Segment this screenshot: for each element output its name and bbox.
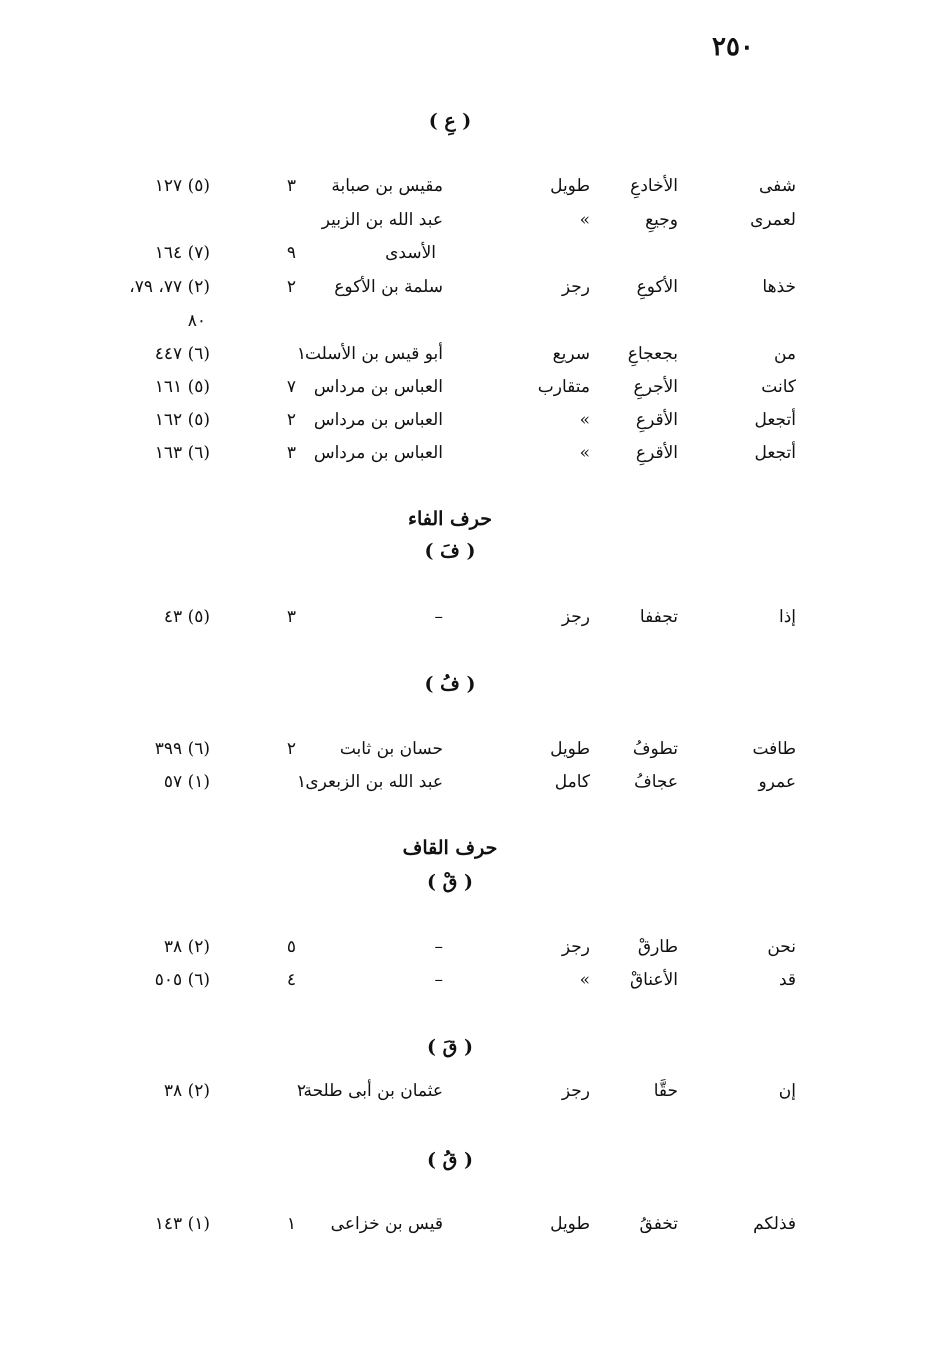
reference: (٦) ٣٩٩ [154, 739, 210, 759]
poet: العباس بن مرداس [313, 410, 443, 430]
page-number: ٢٥٠ [712, 32, 754, 62]
reference: (٢) ٧٧، ٧٩، [129, 277, 210, 297]
reference: (٢) ٣٨ [163, 937, 210, 957]
verse-count: ٤ [286, 970, 296, 990]
poet: قيس بن خزاعى [330, 1214, 443, 1234]
rhyme-word: الأقرعِ [635, 410, 678, 430]
poet: أبو قيس بن الأسلت [304, 344, 443, 364]
section-heading-qaf-damma: ( قُ ) [427, 1149, 473, 1171]
section-heading-faa-fatha: ( فَ ) [424, 540, 476, 562]
poet: – [434, 970, 443, 990]
poet: عبد الله بن الزبعرى [305, 772, 443, 792]
reference: (٧) ١٦٤ [154, 243, 210, 263]
rhyme-word: تخفقُ [639, 1214, 678, 1234]
poet: – [434, 937, 443, 957]
verse-count: ٢ [286, 410, 296, 430]
index-row [0, 1081, 946, 1111]
index-row [0, 210, 946, 240]
poet: الأسدى [385, 243, 436, 263]
verse-count: ٣ [286, 443, 296, 463]
rhyme-word: الأقرعِ [635, 443, 678, 463]
verse-count: ١ [286, 1214, 296, 1234]
section-heading-qaf-fatha: ( قَ ) [427, 1036, 473, 1058]
rhyme-word: الأجرعِ [633, 377, 678, 397]
rhyme-word: الأعناقْ [629, 970, 678, 990]
poet: العباس بن مرداس [313, 377, 443, 397]
rhyme-word: وجيعِ [645, 210, 678, 230]
meter: » [579, 970, 590, 990]
first-word: إن [778, 1081, 796, 1101]
meter: متقارب [537, 377, 590, 397]
poet: سلمة بن الأكوع [334, 277, 443, 297]
meter: رجز [561, 277, 590, 297]
meter: » [579, 410, 590, 430]
section-heading-ain-kasra: ( عِ ) [428, 110, 472, 132]
first-word: قد [778, 970, 796, 990]
first-word: كانت [761, 377, 796, 397]
poet: عثمان بن أبى طلحة [303, 1081, 443, 1101]
first-word: نحن [767, 937, 796, 957]
index-row [0, 1214, 946, 1244]
meter: طويل [550, 1214, 590, 1234]
index-row [0, 607, 946, 637]
verse-count: ٢ [296, 1081, 306, 1101]
first-word: إذا [778, 607, 796, 627]
index-row [0, 243, 946, 273]
verse-count: ٣ [286, 607, 296, 627]
reference: (٦) ١٦٣ [154, 443, 210, 463]
first-word: طافت [752, 739, 796, 759]
verse-count: ٣ [286, 176, 296, 196]
first-word: أتجعل [754, 443, 796, 463]
section-heading-qaf-sukun: ( قْ ) [427, 871, 473, 893]
meter: رجز [561, 937, 590, 957]
first-word: من [773, 344, 796, 364]
poet: عبد الله بن الزبير [321, 210, 443, 230]
verse-count: ٢ [286, 277, 296, 297]
section-heading-faa-damma: ( فُ ) [424, 673, 476, 695]
meter: طويل [550, 176, 590, 196]
meter: رجز [561, 607, 590, 627]
reference-continuation: ٨٠ [187, 311, 206, 331]
reference: (٦) ٥٠٥ [154, 970, 210, 990]
verse-count: ١ [296, 344, 306, 364]
verse-count: ٧ [286, 377, 296, 397]
reference: (٥) ٤٣ [163, 607, 210, 627]
reference: (٥) ١٦١ [154, 377, 210, 397]
index-row [0, 176, 946, 206]
poet: – [434, 607, 443, 627]
poet: حسان بن ثابت [339, 739, 443, 759]
first-word: فذلكم [753, 1214, 796, 1234]
rhyme-word: عجافُ [634, 772, 678, 792]
index-row [0, 410, 946, 440]
poet: العباس بن مرداس [313, 443, 443, 463]
meter: طويل [550, 739, 590, 759]
index-row [0, 739, 946, 769]
first-word: أتجعل [754, 410, 796, 430]
index-row [0, 344, 946, 374]
index-row [0, 377, 946, 407]
verse-count: ٩ [286, 243, 296, 263]
rhyme-word: تطوفُ [632, 739, 678, 759]
poet: مقيس بن صبابة [331, 176, 443, 196]
reference: (٢) ٣٨ [163, 1081, 210, 1101]
index-row [0, 277, 946, 307]
letter-heading-qaf: حرف القاف [402, 837, 498, 859]
meter: كامل [554, 772, 590, 792]
meter: رجز [561, 1081, 590, 1101]
reference: (٥) ١٦٢ [154, 410, 210, 430]
verse-count: ١ [296, 772, 306, 792]
first-word: شفى [758, 176, 796, 196]
letter-heading-faa: حرف الفاء [408, 508, 492, 530]
reference: (٦) ٤٤٧ [154, 344, 210, 364]
rhyme-word: بجعجاعِ [627, 344, 678, 364]
verse-count: ٢ [286, 739, 296, 759]
meter: سريع [552, 344, 590, 364]
rhyme-word: الأخادعِ [630, 176, 678, 196]
rhyme-word: طارقْ [637, 937, 678, 957]
index-row [0, 970, 946, 1000]
reference: (١) ٥٧ [163, 772, 210, 792]
reference: (١) ١٤٣ [154, 1214, 210, 1234]
reference: (٥) ١٢٧ [154, 176, 210, 196]
meter: » [579, 443, 590, 463]
rhyme-word: تجففا [639, 607, 678, 627]
rhyme-word: الأكوعِ [636, 277, 678, 297]
first-word: عمرو [758, 772, 796, 792]
index-row [0, 443, 946, 473]
first-word: لعمرى [750, 210, 796, 230]
first-word: خذها [762, 277, 796, 297]
meter: » [579, 210, 590, 230]
index-row [0, 937, 946, 967]
verse-count: ٥ [286, 937, 296, 957]
rhyme-word: حقَّا [653, 1081, 678, 1101]
index-row [0, 772, 946, 802]
